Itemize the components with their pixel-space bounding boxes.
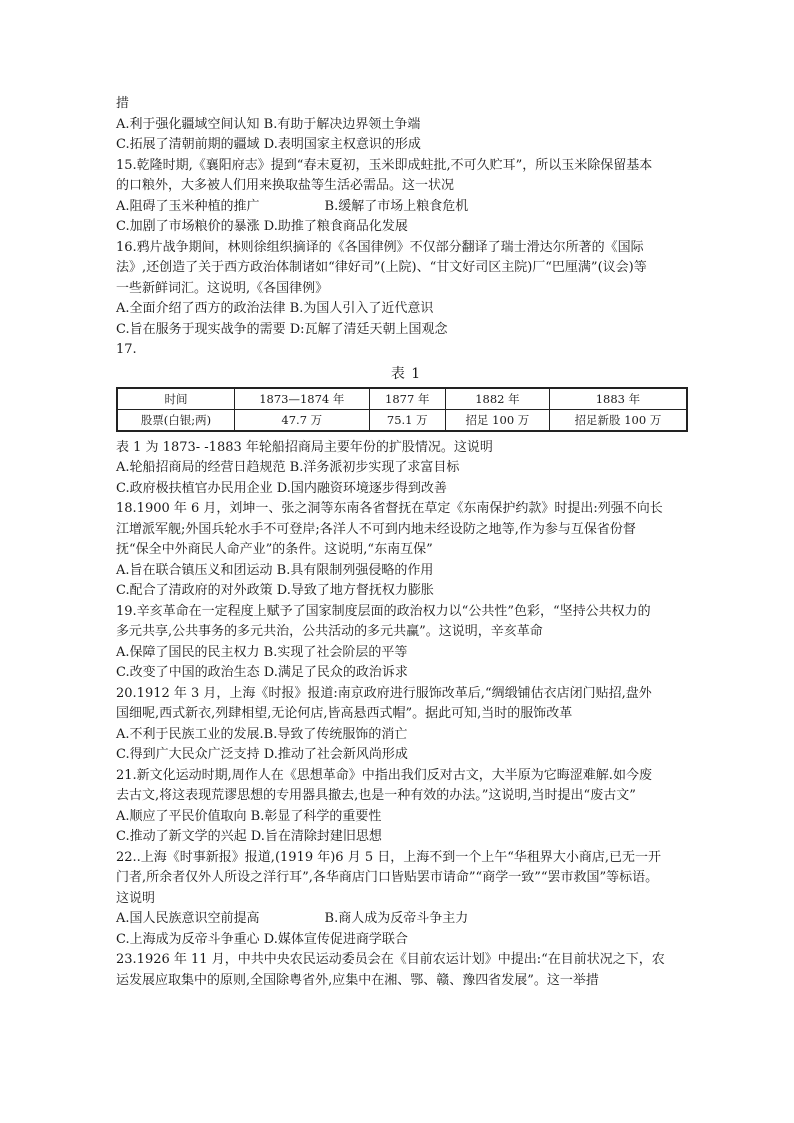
text-line: A.轮船招商局的经营日趋规范 B.洋务派初步实现了求富目标 — [116, 460, 460, 475]
table-cell: 招足 100 万 — [445, 409, 549, 431]
table-cell: 75.1 万 — [369, 409, 445, 431]
text-line: A.利于强化疆域空间认知 B.有助于解决边界领土争端 — [116, 116, 421, 132]
table-header-cell: 时间 — [117, 388, 235, 410]
table-header-cell: 1877 年 — [369, 388, 445, 410]
text-line: C.改变了中国的政治生态 D.满足了民众的政治诉求 — [116, 665, 408, 680]
text-line: A.顺应了平民价值取向 B.彰显了科学的重要性 — [116, 808, 382, 824]
text-line: 23.1926 年 11 月，中共中央农民运动委员会在《目前农运计划》中提出:“在目前状况之下，农 — [116, 952, 665, 967]
table-header-cell: 1882 年 — [445, 388, 549, 410]
text-line: A.保障了国民的民主权力 B.实现了社会阶层的平等 — [116, 644, 408, 660]
table-cell: 47.7 万 — [235, 409, 370, 431]
text-line: 20.1912 年 3 月，上海《时报》报道:南京政府进行服饰改革后,“绸缎铺估衣店闭门贴招,盘外 — [116, 685, 652, 701]
text-line: A.全面介绍了西方的政治法律 B.为国人引入了近代意识 — [116, 301, 434, 316]
text-line: 抚“保全中外商民人命产业”的条件。这说明,“东南互保” — [116, 542, 433, 557]
text-line: C.拓展了清朝前期的疆域 D.表明国家主权意识的形成 — [116, 137, 421, 152]
text-line: 一些新鲜词汇。这说明,《各国律例》 — [116, 280, 329, 296]
text-line: 措 — [116, 96, 130, 111]
text-line: 18.1900 年 6 月，刘坤一、张之洞等东南各省督抚在草定《东南保护约款》时提出:列强不向长 — [116, 501, 663, 516]
text-line: C.得到广大民众广泛支持 D.推动了社会新风尚形成 — [116, 747, 408, 762]
text-line: 运发展应取集中的原则,全国除粤省外,应集中在湘、鄂、赣、豫四省发展”。这一举措 — [116, 972, 599, 988]
text-line: A.阻碍了玉米种植的推广 B.缓解了市场上粮食危机 — [116, 198, 469, 214]
text-line: C.上海成为反帝斗争重心 D.媒体宣传促进商学联合 — [116, 931, 408, 947]
text-line: C.配合了清政府的对外政策 D.导致了地方督抚权力膨胀 — [116, 583, 434, 598]
text-line: 江增派军舰;外国兵轮水手不可登岸;各洋人不可到内地未经设防之地等,作为参与互保省份督 — [116, 521, 636, 537]
text-line: 去古文,将这表现荒谬思想的专用器具撤去,也是一种有效的办法。”这说明,当时提出“废古文” — [116, 788, 636, 803]
text-line: 17. — [116, 342, 137, 357]
text-line: 19.辛亥革命在一定程度上赋予了国家制度层面的政治权力以“公共性”色彩，“坚持公共权力的 — [116, 603, 651, 619]
text-line: 门者,所余者仅外人所设之洋行耳”,各华商店门口皆贴罢市请命”“商学一致”“罢市救国”等标语。 — [116, 870, 659, 885]
text-line: 国细呢,西式新衣,列肆相望,无论何店,皆高悬西式帽”。据此可知,当时的服饰改革 — [116, 706, 573, 721]
table-caption: 表 1 — [390, 365, 422, 382]
exam-page — [116, 94, 696, 991]
table-row — [117, 409, 687, 431]
text-line: 22..上海《时事新报》报道,(1919 年)6 月 5 日，上海不到一个上午“华租界大小商店,已无一开 — [116, 849, 662, 865]
text-line: A.国人民族意识空前提高 B.商人成为反帝斗争主力 — [116, 911, 469, 926]
text-line: 16.鸦片战争期间，林则徐组织摘译的《各国律例》不仅部分翻译了瑞士滑达尔所著的《国际 — [116, 239, 644, 255]
text-line: C.推动了新文学的兴起 D.旨在清除封建旧思想 — [116, 829, 382, 844]
text-line: 15.乾隆时期,《襄阳府志》提到“春末夏初，玉米即成蛀批,不可久贮耳”，所以玉米除保留基本 — [116, 157, 653, 173]
table-cell: 招足新股 100 万 — [549, 409, 687, 431]
table-header-cell: 1883 年 — [549, 388, 687, 410]
text-line: C.加剧了市场粮价的暴涨 D.助推了粮食商品化发展 — [116, 219, 408, 234]
text-line: 法》,还创造了关于西方政治体制诸如“律好司”(上院)、“甘文好司区主院)厂“巴厘满”(议会)等 — [116, 260, 647, 275]
share-expansion-table — [116, 387, 688, 432]
table-header-row — [117, 388, 687, 410]
table-cell: 股票(白银;两) — [117, 409, 235, 431]
text-line: 表 1 为 1873- -1883 年轮船招商局主要年份的扩股情况。这说明 — [116, 439, 493, 455]
text-line: 多元共享,公共事务的多元共治，公共活动的多元共赢”。这说明，辛亥革命 — [116, 624, 543, 639]
text-line: 21.新文化运动时期,周作人在《思想革命》中指出我们反对古文，大半原为它晦涩难解.如今废 — [116, 767, 652, 783]
text-line: 的口粮外，大多被人们用来换取盐等生活必需品。这一状况 — [116, 178, 455, 193]
text-line: A.不利于民族工业的发展.B.导致了传统服饰的消亡 — [116, 726, 408, 742]
text-line: C.旨在服务于现实战争的需要 D:瓦解了清廷天朝上国观念 — [116, 321, 448, 337]
text-line: C.政府极扶植官办民用企业 D.国内融资环境逐步得到改善 — [116, 480, 447, 496]
text-line: A.旨在联合镇压义和团运动 B.具有限制列强侵略的作用 — [116, 562, 434, 578]
table-header-cell: 1873—1874 年 — [235, 388, 370, 410]
question-block-bottom — [116, 438, 696, 992]
text-line: 这说明 — [116, 890, 156, 906]
question-block-top — [116, 94, 696, 361]
